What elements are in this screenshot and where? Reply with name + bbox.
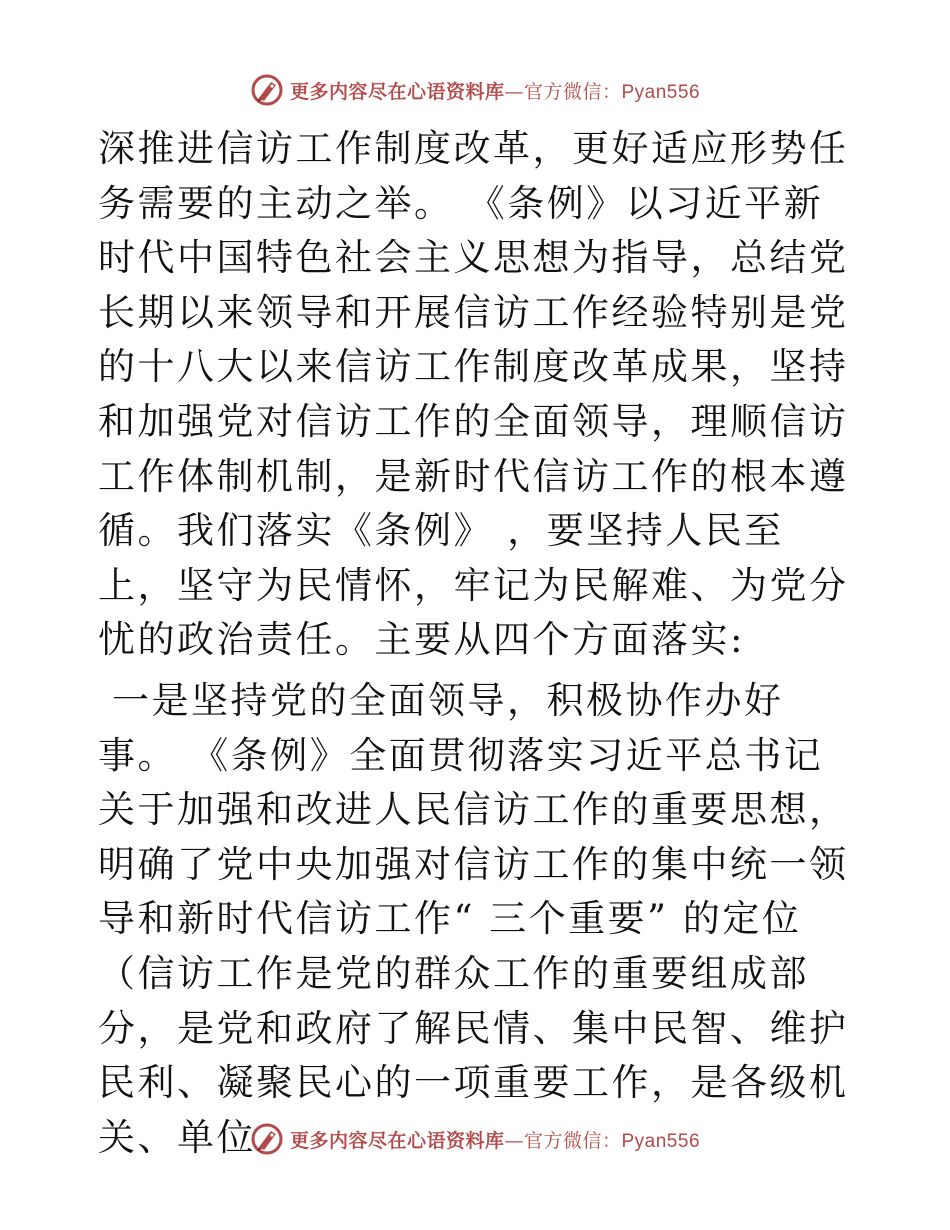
footer-dash: — [504,1129,524,1152]
header-banner [0,68,950,112]
footer-wechat-id: Pyan556 [621,1130,701,1152]
header-site-text: 更多内容尽在心语资料库 [289,80,505,103]
pen-nib-logo-icon [250,73,284,107]
pen-nib-logo-icon [250,1122,284,1156]
footer-wechat-label: 官方微信： [523,1129,622,1152]
footer-site-text: 更多内容尽在心语资料库 [289,1129,505,1152]
document-body [98,122,858,1165]
header-wechat-label: 官方微信： [523,80,622,103]
header-wechat-id: Pyan556 [621,81,701,103]
footer-banner-text [290,1126,700,1153]
footer-banner [0,1117,950,1161]
header-dash: — [504,80,524,103]
paragraph-2: 一是坚持党的全面领导，积极协作办好事。 《条例》全面贯彻落实习近平总书记关于加强和改进人民信访工作的重要思想，明确了党中央加强对信访工作的集中统一领导和新时代信访工作“ 三个重要” 的定位（信访工作是党的群众工作的重要组成部分，是党和政府了解民情、集中民智、维护民利、凝聚民心的一项重要工作，是各级机关、单位 [98,678,849,1159]
header-banner-text [290,77,700,104]
paragraph-1: 深推进信访工作制度改革，更好适应形势任务需要的主动之举。 《条例》以习近平新时代中国特色社会主义思想为指导，总结党长期以来领导和开展信访工作经验特别是党的十八大以来信访工作制度改革成果，坚持和加强党对信访工作的全面领导，理顺信访工作体制机制，是新时代信访工作的根本遵循。我们落实《条例》 ，要坚持人民至上，坚守为民情怀，牢记为民解难、为党分忧的政治责任。主要从四个方面落实: [98,127,849,662]
